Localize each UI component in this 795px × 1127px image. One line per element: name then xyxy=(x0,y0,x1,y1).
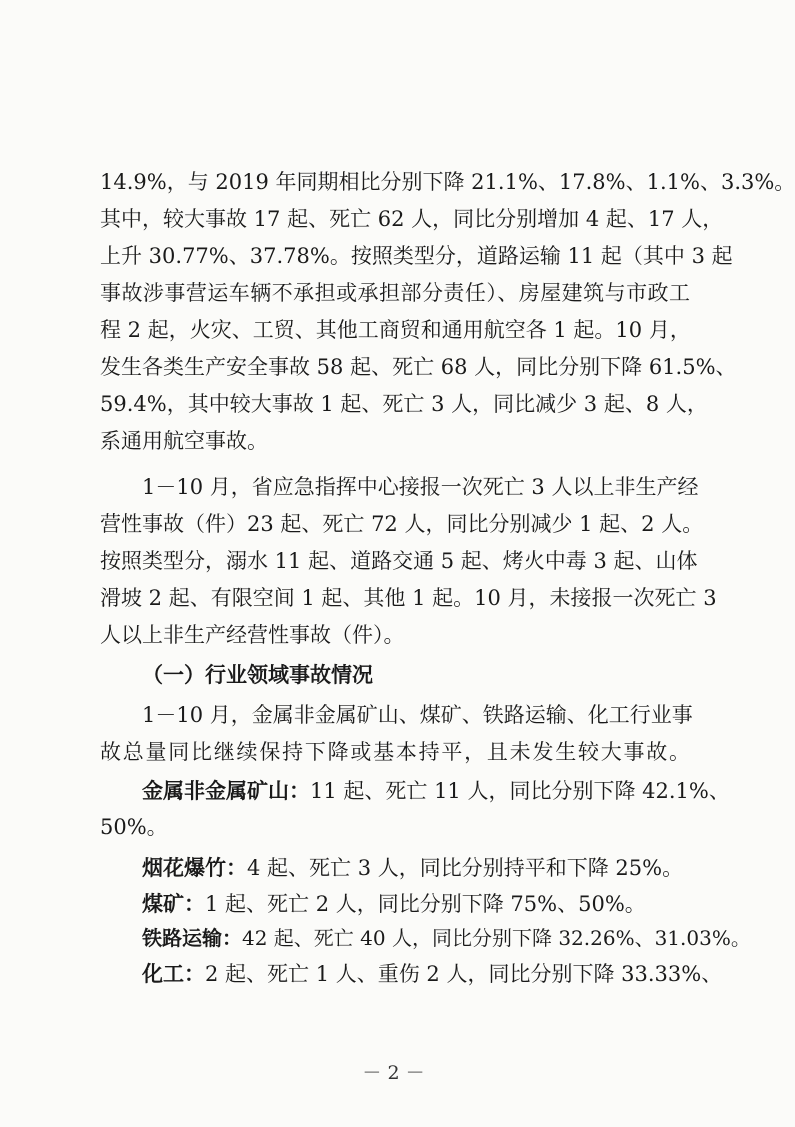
paragraph-first-line: 1－10 月，省应急指挥中心接报一次死亡 3 人以上非生产经 xyxy=(142,475,699,499)
item-text: 11 起、死亡 11 人，同比分别下降 42.1%、 xyxy=(310,779,730,803)
item-text: 4 起、死亡 3 人，同比分别持平和下降 25%。 xyxy=(247,856,684,880)
body-line: 59.4%，其中较大事故 1 起、死亡 3 人，同比减少 3 起、8 人， xyxy=(100,392,708,416)
item-label: 铁路运输： xyxy=(142,926,242,950)
item-text: 2 起、死亡 1 人、重伤 2 人，同比分别下降 33.33%、 xyxy=(205,962,723,986)
body-line: 程 2 起，火灾、工贸、其他工商贸和通用航空各 1 起。10 月， xyxy=(100,318,691,342)
body-line: 人以上非生产经营性事故（件）。 xyxy=(100,623,405,647)
body-line: 14.9%，与 2019 年同期相比分别下降 21.1%、17.8%、1.1%、3.3%。 xyxy=(100,170,795,194)
section-heading: （一）行业领域事故情况 xyxy=(142,663,373,687)
item-text: 50%。 xyxy=(100,815,168,839)
body-line: 系通用航空事故。 xyxy=(100,429,268,453)
item-line xyxy=(142,774,730,808)
item-label: 化工： xyxy=(142,962,205,986)
body-line: 发生各类生产安全事故 58 起、死亡 68 人，同比分别下降 61.5%、 xyxy=(100,355,737,379)
item-label: 煤矿： xyxy=(142,892,205,916)
body-line: 上升 30.77%、37.78%。按照类型分，道路运输 11 起（其中 3 起 xyxy=(100,244,733,268)
item-line xyxy=(142,851,690,885)
page-number: － 2 － xyxy=(362,1062,425,1084)
item-line xyxy=(142,957,723,991)
body-line: 按照类型分，溺水 11 起、道路交通 5 起、烤火中毒 3 起、山体 xyxy=(100,549,698,573)
body-line: 故总量同比继续保持下降或基本持平，且未发生较大事故。 xyxy=(100,740,690,764)
body-line: 滑坡 2 起、有限空间 1 起、其他 1 起。10 月，未接报一次死亡 3 xyxy=(100,586,717,610)
paragraph-first-line: 1－10 月，金属非金属矿山、煤矿、铁路运输、化工行业事 xyxy=(142,703,693,727)
body-line: 其中，较大事故 17 起、死亡 62 人，同比分别增加 4 起、17 人， xyxy=(100,207,724,231)
body-line: 营性事故（件）23 起、死亡 72 人，同比分别减少 1 起、2 人。 xyxy=(100,512,704,536)
item-line xyxy=(100,810,690,844)
item-line xyxy=(142,887,690,921)
item-label: 烟花爆竹： xyxy=(142,856,247,880)
item-label: 金属非金属矿山： xyxy=(142,779,310,803)
item-text: 42 起、死亡 40 人，同比分别下降 32.26%、31.03%。 xyxy=(242,926,751,950)
item-text: 1 起、死亡 2 人，同比分别下降 75%、50%。 xyxy=(205,892,646,916)
item-line xyxy=(142,921,751,955)
body-line: 事故涉事营运车辆不承担或承担部分责任）、房屋建筑与市政工 xyxy=(100,281,690,305)
